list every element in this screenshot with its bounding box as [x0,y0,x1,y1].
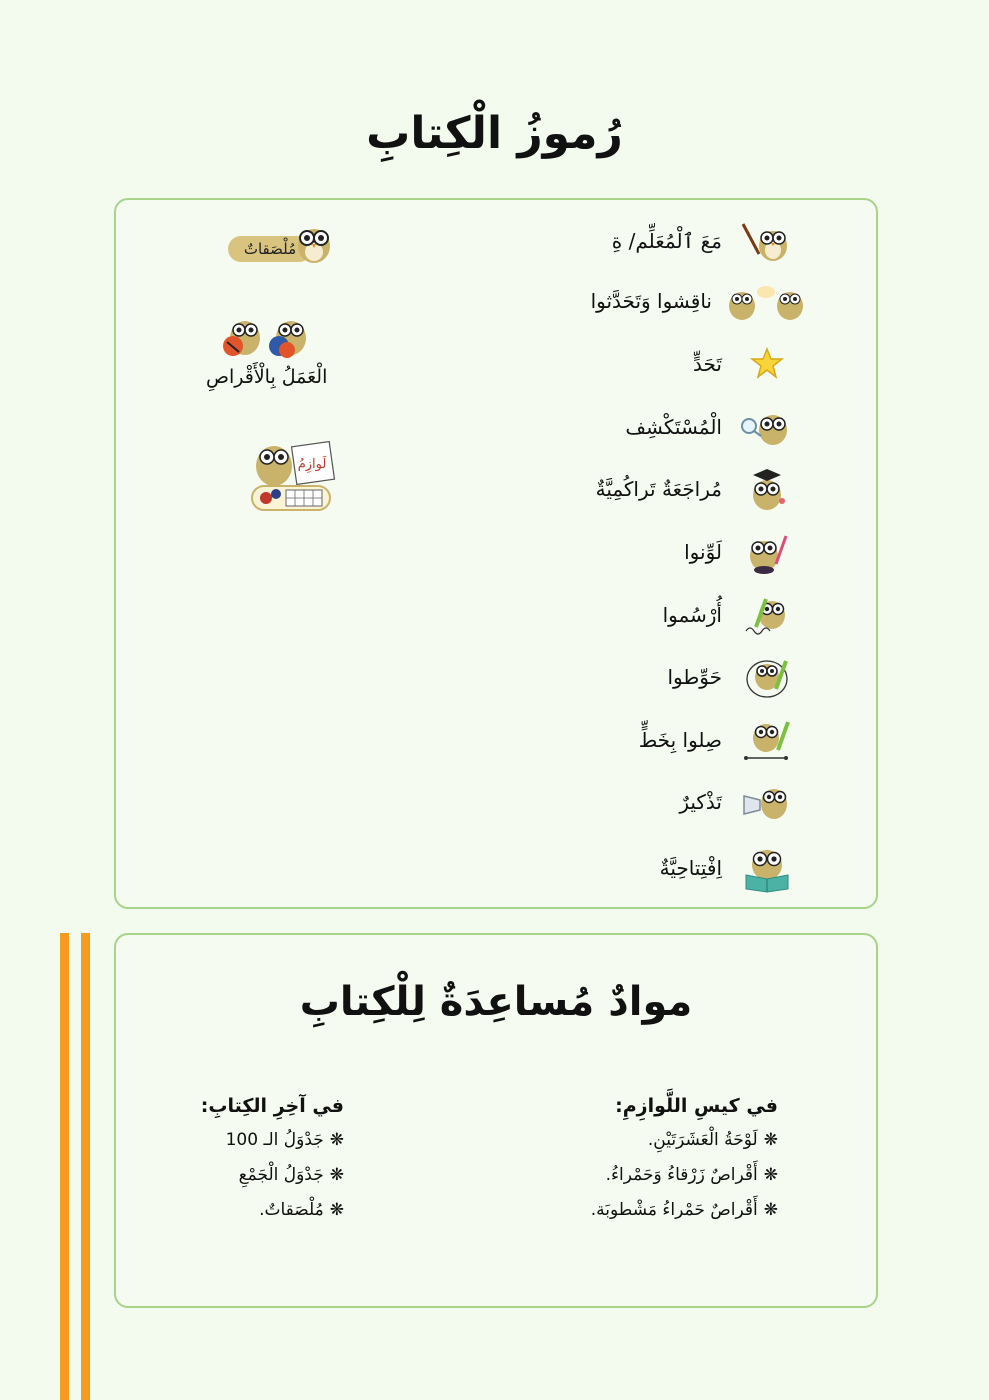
list-item: ❋مُلْصَقاتٌ. [259,1200,344,1220]
owl-pencil-draw-icon [736,590,798,640]
book-end-column [201,1095,344,1228]
owl-magnifier-icon [736,402,798,452]
bullet-icon: ❋ [763,1130,778,1150]
supplies-bag-column [591,1095,778,1228]
bullet-icon: ❋ [329,1200,344,1220]
owls-discussing-icon [726,276,806,326]
owl-megaphone-icon [736,777,798,827]
symbol-row-reminder [456,777,876,827]
book-end-heading: في آخِرِ الكِتابِ: [200,1095,344,1117]
symbol-label: حَوِّطوا [667,665,722,689]
symbol-row-draw [456,590,876,640]
page-title: رُموزُ الْكِتابِ [366,108,623,159]
symbol-row-opening [456,843,876,893]
symbol-row-circle [456,652,876,702]
discs-symbol [206,306,327,388]
supplies-label: لَوازِمُ [297,457,327,472]
stickers-symbol [226,220,336,272]
symbol-row-explorer [456,402,876,452]
supplies-symbol [246,430,336,514]
symbol-row-review [456,464,876,514]
bullet-icon: ❋ [329,1130,344,1150]
list-item: ❋جَدْوَلُ الـ 100 [225,1130,344,1150]
symbol-label: صِلوا بِخَطٍّ [638,728,722,752]
discs-label: الْعَمَلُ بِالْأَقْراصِ [206,366,328,388]
list-item: ❋جَدْوَلُ الْجَمْعِ [238,1165,344,1185]
symbol-row-teacher [456,216,876,266]
symbol-label: لَوِّنوا [684,540,722,564]
star-icon [736,339,798,389]
owls-discs-icon [215,306,319,366]
bullet-icon: ❋ [763,1165,778,1185]
owl-circle-icon [736,652,798,702]
owl-paintbrush-icon [736,527,798,577]
symbol-label: تَحَدٍّ [693,352,722,376]
list-item: ❋أَقْراصٌ حَمْراءُ مَشْطوبَة. [590,1200,778,1220]
owl-supplies-icon [246,430,336,514]
owl-teacher-pointer-icon [736,216,798,266]
list-item: ❋لَوْحَةُ الْعَشَرَتَيْنِ. [647,1130,778,1150]
materials-title: موادٌ مُساعِدَةٌ لِلْكِتابِ [299,979,693,1025]
symbol-row-connect [456,715,876,765]
symbol-label: ناقِشوا وَتَحَدَّثوا [590,289,712,313]
symbol-label: أُرْسُموا [662,603,722,627]
symbol-label: الْمُسْتَكْشِف [625,415,722,439]
materials-panel [114,933,878,1308]
list-item: ❋أَقْراصٌ زَرْقاءُ وَحَمْراءُ. [605,1165,778,1185]
symbol-label: اِفْتِتاحِيَّةٌ [659,856,722,880]
owl-stickers-icon [226,220,336,272]
decorative-stripe-left [60,933,69,1400]
symbols-panel [114,198,878,909]
supplies-bag-heading: في كيسِ اللَّوازِمِ: [615,1095,778,1117]
symbol-label: تَذْكيرٌ [679,790,722,814]
symbol-label: مَعَ ٱلْمُعَلِّم/ ةِ [611,229,722,253]
decorative-stripe-right [81,933,90,1400]
bullet-icon: ❋ [329,1165,344,1185]
bullet-icon: ❋ [763,1200,778,1220]
symbol-row-discuss [456,276,876,326]
symbol-row-color [456,527,876,577]
symbol-label: مُراجَعَةٌ تَراكُمِيَّةٌ [595,477,722,501]
owl-reading-book-icon [736,843,798,893]
owl-line-icon [736,715,798,765]
owl-graduate-icon [736,464,798,514]
stickers-label: مُلْصَقاتٌ [243,240,297,258]
symbol-row-challenge [456,339,876,389]
